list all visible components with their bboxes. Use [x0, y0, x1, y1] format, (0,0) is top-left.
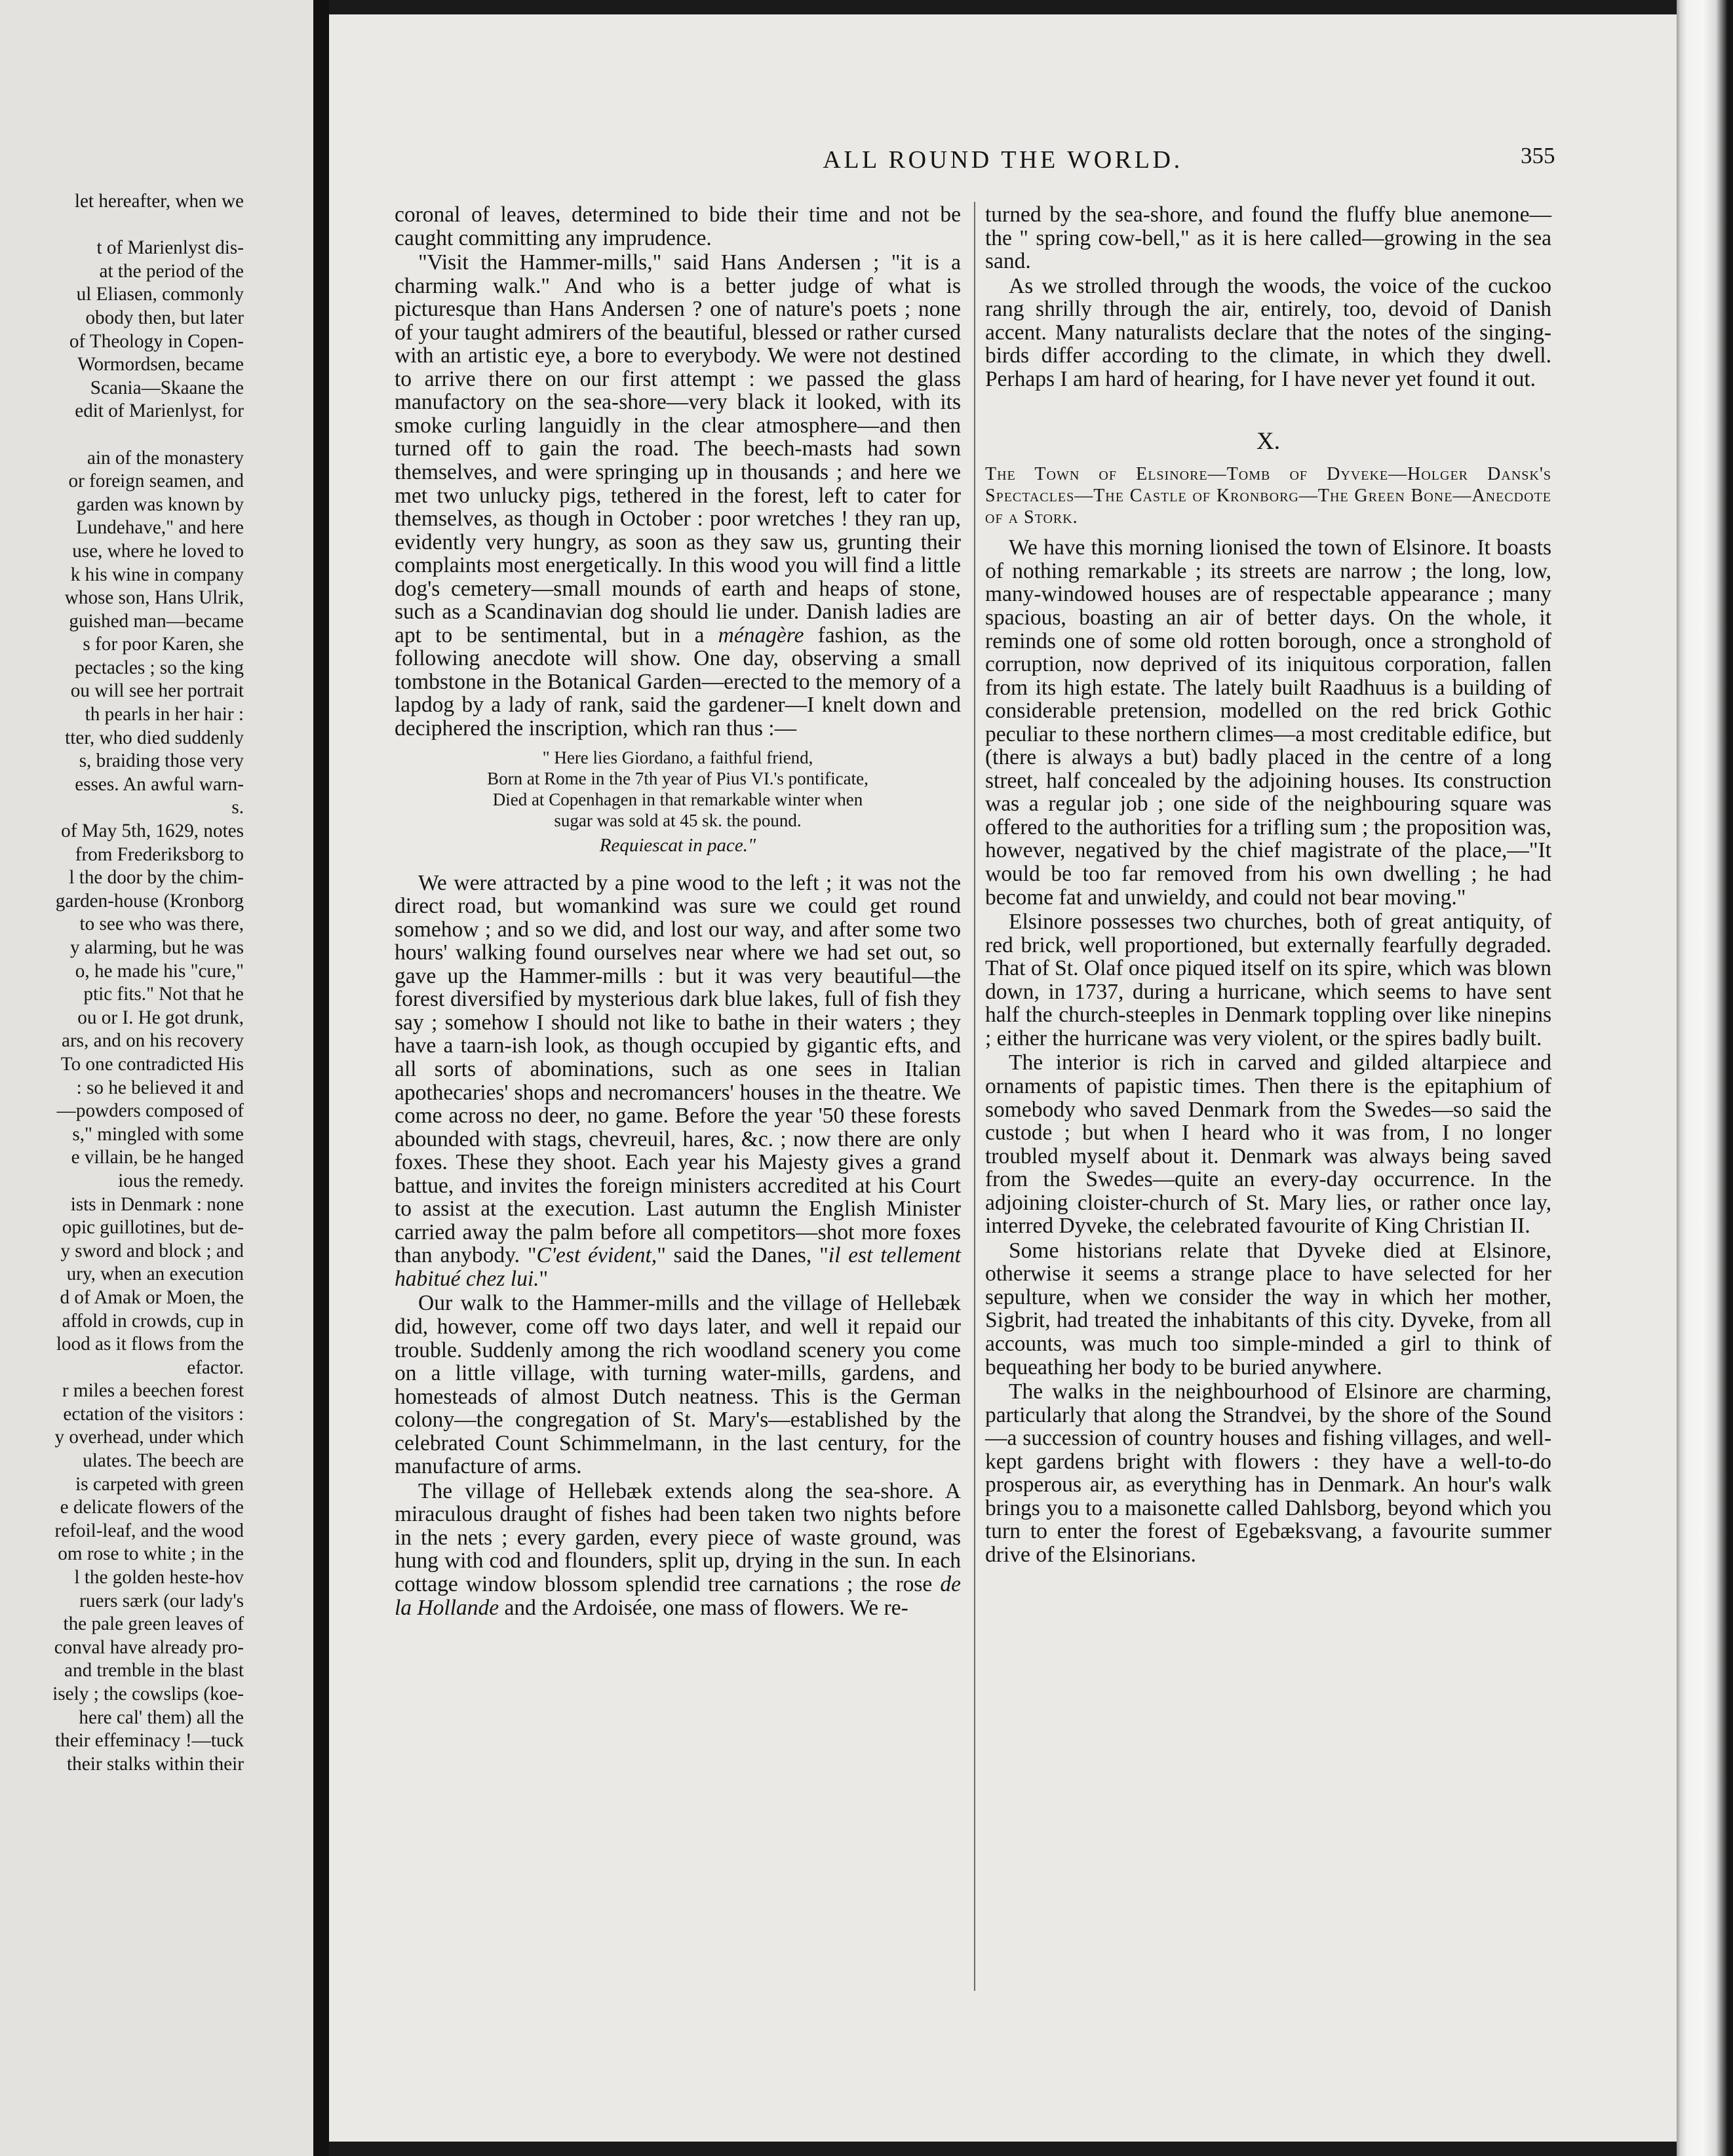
previous-page-line: l the door by the chim-	[69, 867, 244, 889]
previous-page-line: pectacles ; so the king	[75, 657, 244, 678]
previous-page-line: to see who was there,	[79, 914, 244, 935]
previous-page-line: Wormordsen, became	[77, 354, 244, 375]
previous-page-line: ury, when an execution	[66, 1263, 244, 1285]
italic-text: de la Hollande	[395, 1571, 962, 1620]
paragraph: We have this morning lionised the town of Elsinore. It boasts of nothing remarkable ; its streets are narrow ; the long, low, many-windowed houses are of respectable appearance ; many spacious, boasting an air of better days. On the whole, it reminds one of some old rotten borough, once a stronghold of corruption, now deprived of its iniquitous corporation, fallen from its high estate. The lately built Raadhuus is a building of considerable pretension, modelled on the red brick Gothic peculiar to these northern climes—a most creditable edifice, but (there is always a but) badly placed in the centre of a long street, half concealed by the adjoining houses. Its construction was a regular job ; one side of the neighbouring square was offered to the authorities for a trifling sum ; the proposition was, however, negatived by the chief magistrate of the place,—"It would be too far removed from his own dwelling ; he had become fat and unwieldy, and could not bear moving."	[985, 535, 1551, 910]
paragraph: Elsinore possesses two churches, both of great antiquity, of red brick, well proportioned, but externally fearfully degraded. That of St. Olaf once piqued itself on its spire, which was blown down, in 1737, during a hurricane, which seems to have sent half the church-steeples in Denmark toppling over like ninepins ; either the hurricane was very violent, or the spires badly built.	[985, 910, 1551, 1050]
previous-page-line: Scania—Skaane the	[90, 377, 244, 398]
previous-page-line: ou or I. He got drunk,	[77, 1007, 244, 1028]
paragraph: Our walk to the Hammer-mills and the village of Hellebæk did, however, come off two days later, and well it repaid our trouble. Suddenly among the rich woodland scenery you come on a little village, with turning water-mills, gardens, and homesteads of almost Dutch neatness. This is the German colony—the congregation of St. Mary's—established by the celebrated Count Schimmelmann, in the last century, for the manufacture of arms.	[395, 1291, 961, 1479]
epitaph-line: sugar was sold at 45 sk. the pound.	[554, 810, 802, 830]
previous-page-line: isely ; the cowslips (koe-	[52, 1684, 244, 1704]
previous-page-line: refoil-leaf, and the wood	[54, 1520, 244, 1541]
previous-page-line	[0, 214, 244, 237]
previous-page-line: y sword and block ; and	[60, 1240, 244, 1261]
previous-page-line: s.	[231, 797, 244, 818]
previous-page-line: obody then, but later	[85, 307, 244, 328]
paragraph: turned by the sea-shore, and found the fluffy blue anemone—the " spring cow-bell," as it is here called—growing in the sea sand.	[985, 202, 1551, 274]
paragraph: Some historians relate that Dyveke died at Elsinore, otherwise it seems a strange place to have selected for her sepulture, when we consider the way in which her mother, Sigbrit, had treated the inhabitants of this city. Dyveke, from all accounts, was much too simple-minded a girl to think of bequeathing her body to be buried anywhere.	[985, 1238, 1551, 1379]
previous-page-line: ul Eliasen, commonly	[76, 284, 244, 305]
paragraph	[395, 872, 961, 1291]
previous-page-line: their stalks within their	[67, 1753, 244, 1775]
epitaph-line: Died at Copenhagen in that remarkable winter when	[492, 789, 863, 809]
previous-page-line: at the period of the	[99, 260, 244, 282]
previous-page-line: th pearls in her hair :	[85, 704, 244, 725]
previous-page-line: lood as it flows from the	[56, 1334, 244, 1355]
text-run: The village of Hellebæk extends along the sea-shore. A miraculous draught of fishes had been taken two nights before in the nets ; every garden, every piece of waste ground, was hung with cod and flounders, split up, drying in the sun. In each cottage window blossom splendid tree carnations ; the rose	[395, 1478, 961, 1596]
epitaph-quote	[395, 747, 961, 856]
book-page-edge	[1677, 0, 1733, 2156]
previous-page-line: efactor.	[187, 1357, 244, 1378]
previous-page-line: s, braiding those very	[79, 750, 244, 772]
previous-page-line: ars, and on his recovery	[62, 1030, 244, 1052]
italic-text: il est tellement habitué chez lui.	[395, 1243, 961, 1291]
previous-page-column	[0, 190, 244, 1776]
previous-page-line: here cal' them) all the	[79, 1706, 244, 1728]
epitaph-line: Born at Rome in the 7th year of Pius VI.'s pontificate,	[487, 768, 868, 788]
previous-page-line: o, he made his "cure,"	[75, 960, 244, 982]
text-run: and the Ardoisée, one mass of flowers. We re-	[504, 1595, 908, 1620]
previous-page-line: —powders composed of	[56, 1100, 244, 1122]
previous-page-line: of May 5th, 1629, notes	[61, 820, 244, 842]
previous-page-line: the pale green leaves of	[63, 1613, 244, 1635]
text-run: " said the Danes, "	[657, 1243, 828, 1268]
previous-page-line: use, where he loved to	[72, 540, 244, 562]
page-number: 355	[1521, 143, 1555, 168]
previous-page-line: or foreign seamen, and	[68, 471, 244, 492]
previous-page-line: r miles a beechen forest	[62, 1380, 244, 1402]
previous-page-line: garden-house (Kronborg	[55, 890, 244, 912]
previous-page-line: : so he believed it and	[76, 1077, 244, 1098]
previous-page-line: esses. An awful warn-	[75, 773, 244, 795]
right-column	[985, 203, 1551, 1568]
previous-page-line: ectation of the visitors :	[63, 1403, 244, 1425]
previous-page-line: y alarming, but he was	[69, 937, 244, 958]
previous-page-line: ain of the monastery	[87, 447, 244, 469]
page	[329, 14, 1677, 2142]
previous-page-line: ruers særk (our lady's	[79, 1590, 244, 1611]
paragraph	[395, 251, 961, 740]
previous-page-line: conval have already pro-	[54, 1636, 244, 1658]
text-run: "	[539, 1266, 549, 1291]
italic-text: C'est évident,	[536, 1243, 657, 1268]
italic-text: ménagère	[718, 623, 804, 647]
previous-page-line: s," mingled with some	[72, 1123, 244, 1145]
previous-page-line: opic guillotines, but de-	[62, 1217, 244, 1239]
chapter-number: X.	[1256, 428, 1280, 455]
previous-page-line: whose son, Hans Ulrik,	[64, 587, 244, 609]
column-rule	[974, 202, 975, 1991]
previous-page-line: and tremble in the blast	[64, 1660, 244, 1682]
previous-page-line: of Theology in Copen-	[69, 330, 244, 352]
previous-page-line: om rose to white ; in the	[58, 1543, 244, 1565]
previous-page-line: e delicate flowers of the	[60, 1497, 244, 1518]
previous-page-line: l the golden heste-hov	[74, 1567, 244, 1588]
previous-page-line: tter, who died suddenly	[65, 727, 244, 748]
previous-page-line: ists in Denmark : none	[70, 1193, 244, 1215]
previous-page-line: y overhead, under which	[54, 1427, 244, 1448]
previous-page-line: let hereafter, when we	[74, 191, 244, 212]
previous-page-line: guished man—became	[69, 610, 244, 632]
previous-page-line: edit of Marienlyst, for	[75, 400, 244, 422]
previous-page-line: from Frederiksborg to	[75, 843, 244, 865]
previous-page-line: ou will see her portrait	[70, 680, 244, 702]
previous-page-line: affold in crowds, cup in	[62, 1310, 244, 1332]
epitaph-line: " Here lies Giordano, a faithful friend,	[542, 747, 813, 767]
previous-page-line: s for poor Karen, she	[83, 634, 244, 655]
epitaph-close: Requiescat in pace."	[599, 834, 756, 856]
text-run: fashion, as the following anecdote will show. One day, observing a small tombstone in the Botanical Garden—erected to the memory of a lapdog by a lady of rank, said the gardener—I knelt down and deciphered the inscription, which ran thus :—	[395, 623, 961, 741]
paragraph: As we strolled through the woods, the voice of the cuckoo rang shrilly through the air, entirely, too, devoid of Danish accent. Many naturalists declare that the notes of the singing-birds differ according to the climate, in which they dwell. Perhaps I am hard of hearing, for I have never yet found it out.	[985, 273, 1551, 391]
paragraph: The interior is rich in carved and gilded altarpiece and ornaments of papistic times. Then there is the epitaphium of somebody who saved Denmark from the Swedes—so said the custode ; but when I heard who it was from, I no longer troubled myself about it. Denmark was always being saved from the Swedes—quite an every-day occurrence. In the adjoining cloister-church of St. Mary lies, or rather once lay, interred Dyveke, the celebrated favourite of King Christian II.	[985, 1050, 1551, 1239]
previous-page-line: garden was known by	[76, 493, 244, 515]
previous-page-line: their effeminacy !—tuck	[55, 1730, 244, 1752]
paragraph: The walks in the neighbourhood of Elsinore are charming, particularly that along the Strandvei, by the shore of the Sound—a succession of country houses and fishing villages, and well-kept gardens bright with flowers : they have a well-to-do prosperous air, as everything has in Denmark. An hour's walk brings you to a maisonette called Dahlsborg, beyond which you turn to enter the forest of Egebæksvang, a favourite summer drive of the Elsinorians.	[985, 1379, 1551, 1567]
previous-page-line: k his wine in company	[70, 564, 244, 585]
text-run: "Visit the Hammer-mills," said Hans Andersen ; "it is a charming walk." And who is a better judge of what is picturesque than Hans Andersen ? one of nature's poets ; none of your taught admirers of the beautiful, blessed or rather cursed with an artistic eye, a bore to everybody. We were not destined to arrive there on our first attempt : we passed the glass manufactory on the sea-shore—very black it looked, with its smoke curling languidly in the clear atmosphere—and then turned off to gain the road. The beech-masts had sown themselves, and were springing up in thousands ; and here we met two unlucky pigs, tethered in the forest, left to cater for themselves, as though in October : poor wretches ! they ran up, evidently very hungry, as soon as they saw us, grunting their complaints most energetically. In this wood you will find a little dog's cemetery—small mounds of earth and heaps of stone, such as a Scandinavian dog should lie under. Danish ladies are apt to be sentimental, but in a	[395, 250, 961, 647]
previous-page-line: To one contradicted His	[60, 1053, 244, 1075]
previous-page-line: t of Marienlyst dis-	[96, 237, 244, 259]
book-gutter	[313, 0, 329, 2156]
previous-page-line: ulates. The beech are	[83, 1450, 244, 1472]
previous-page	[0, 0, 313, 2156]
previous-page-line: d of Amak or Moen, the	[60, 1286, 244, 1308]
previous-page-line	[0, 423, 244, 447]
running-head-title: ALL ROUND THE WORLD.	[823, 146, 1183, 174]
previous-page-line: e villain, be he hanged	[71, 1147, 244, 1168]
previous-page-line: is carpeted with green	[75, 1473, 244, 1495]
previous-page-line: Lundehave," and here	[76, 517, 244, 539]
chapter-synopsis: The Town of Elsinore—Tomb of Dyveke—Holger Dansk's Spectacles—The Castle of Kronborg—The Green Bone—Anecdote of a Stork.	[985, 464, 1551, 528]
left-column	[395, 203, 961, 1621]
paragraph	[395, 1480, 961, 1619]
paragraph: coronal of leaves, determined to bide their time and not be caught committing any imprudence.	[395, 202, 961, 250]
previous-page-line: ious the remedy.	[118, 1170, 244, 1191]
previous-page-line: ptic fits." Not that he	[83, 984, 244, 1005]
text-run: We were attracted by a pine wood to the left ; it was not the direct road, but womankind was sure we could get round somehow ; and so we did, and lost our way, and after some two hours' walking found ourselves near where we had set out, so gave up the Hammer-mills : but it was very beautiful—the forest diversified by mysterious dark blue lakes, full of fish they say ; somehow I should not like to bathe in their waters ; they have a taarn-ish look, as though occupied by gigantic efts, and all sorts of abominations, such as one sees in Italian apothecaries' shops and necromancers' houses in the theatre. We come across no deer, no game. Before the year '50 these forests abounded with stags, chevreuil, hares, &c. ; now there are only foxes. These they shoot. Each year his Majesty gives a grand battue, and invites the foreign ministers accredited at his Court to assist at the execution. Last autumn the English Minister carried away the palm before all competitors—shot more foxes than anybody. "	[395, 870, 961, 1268]
